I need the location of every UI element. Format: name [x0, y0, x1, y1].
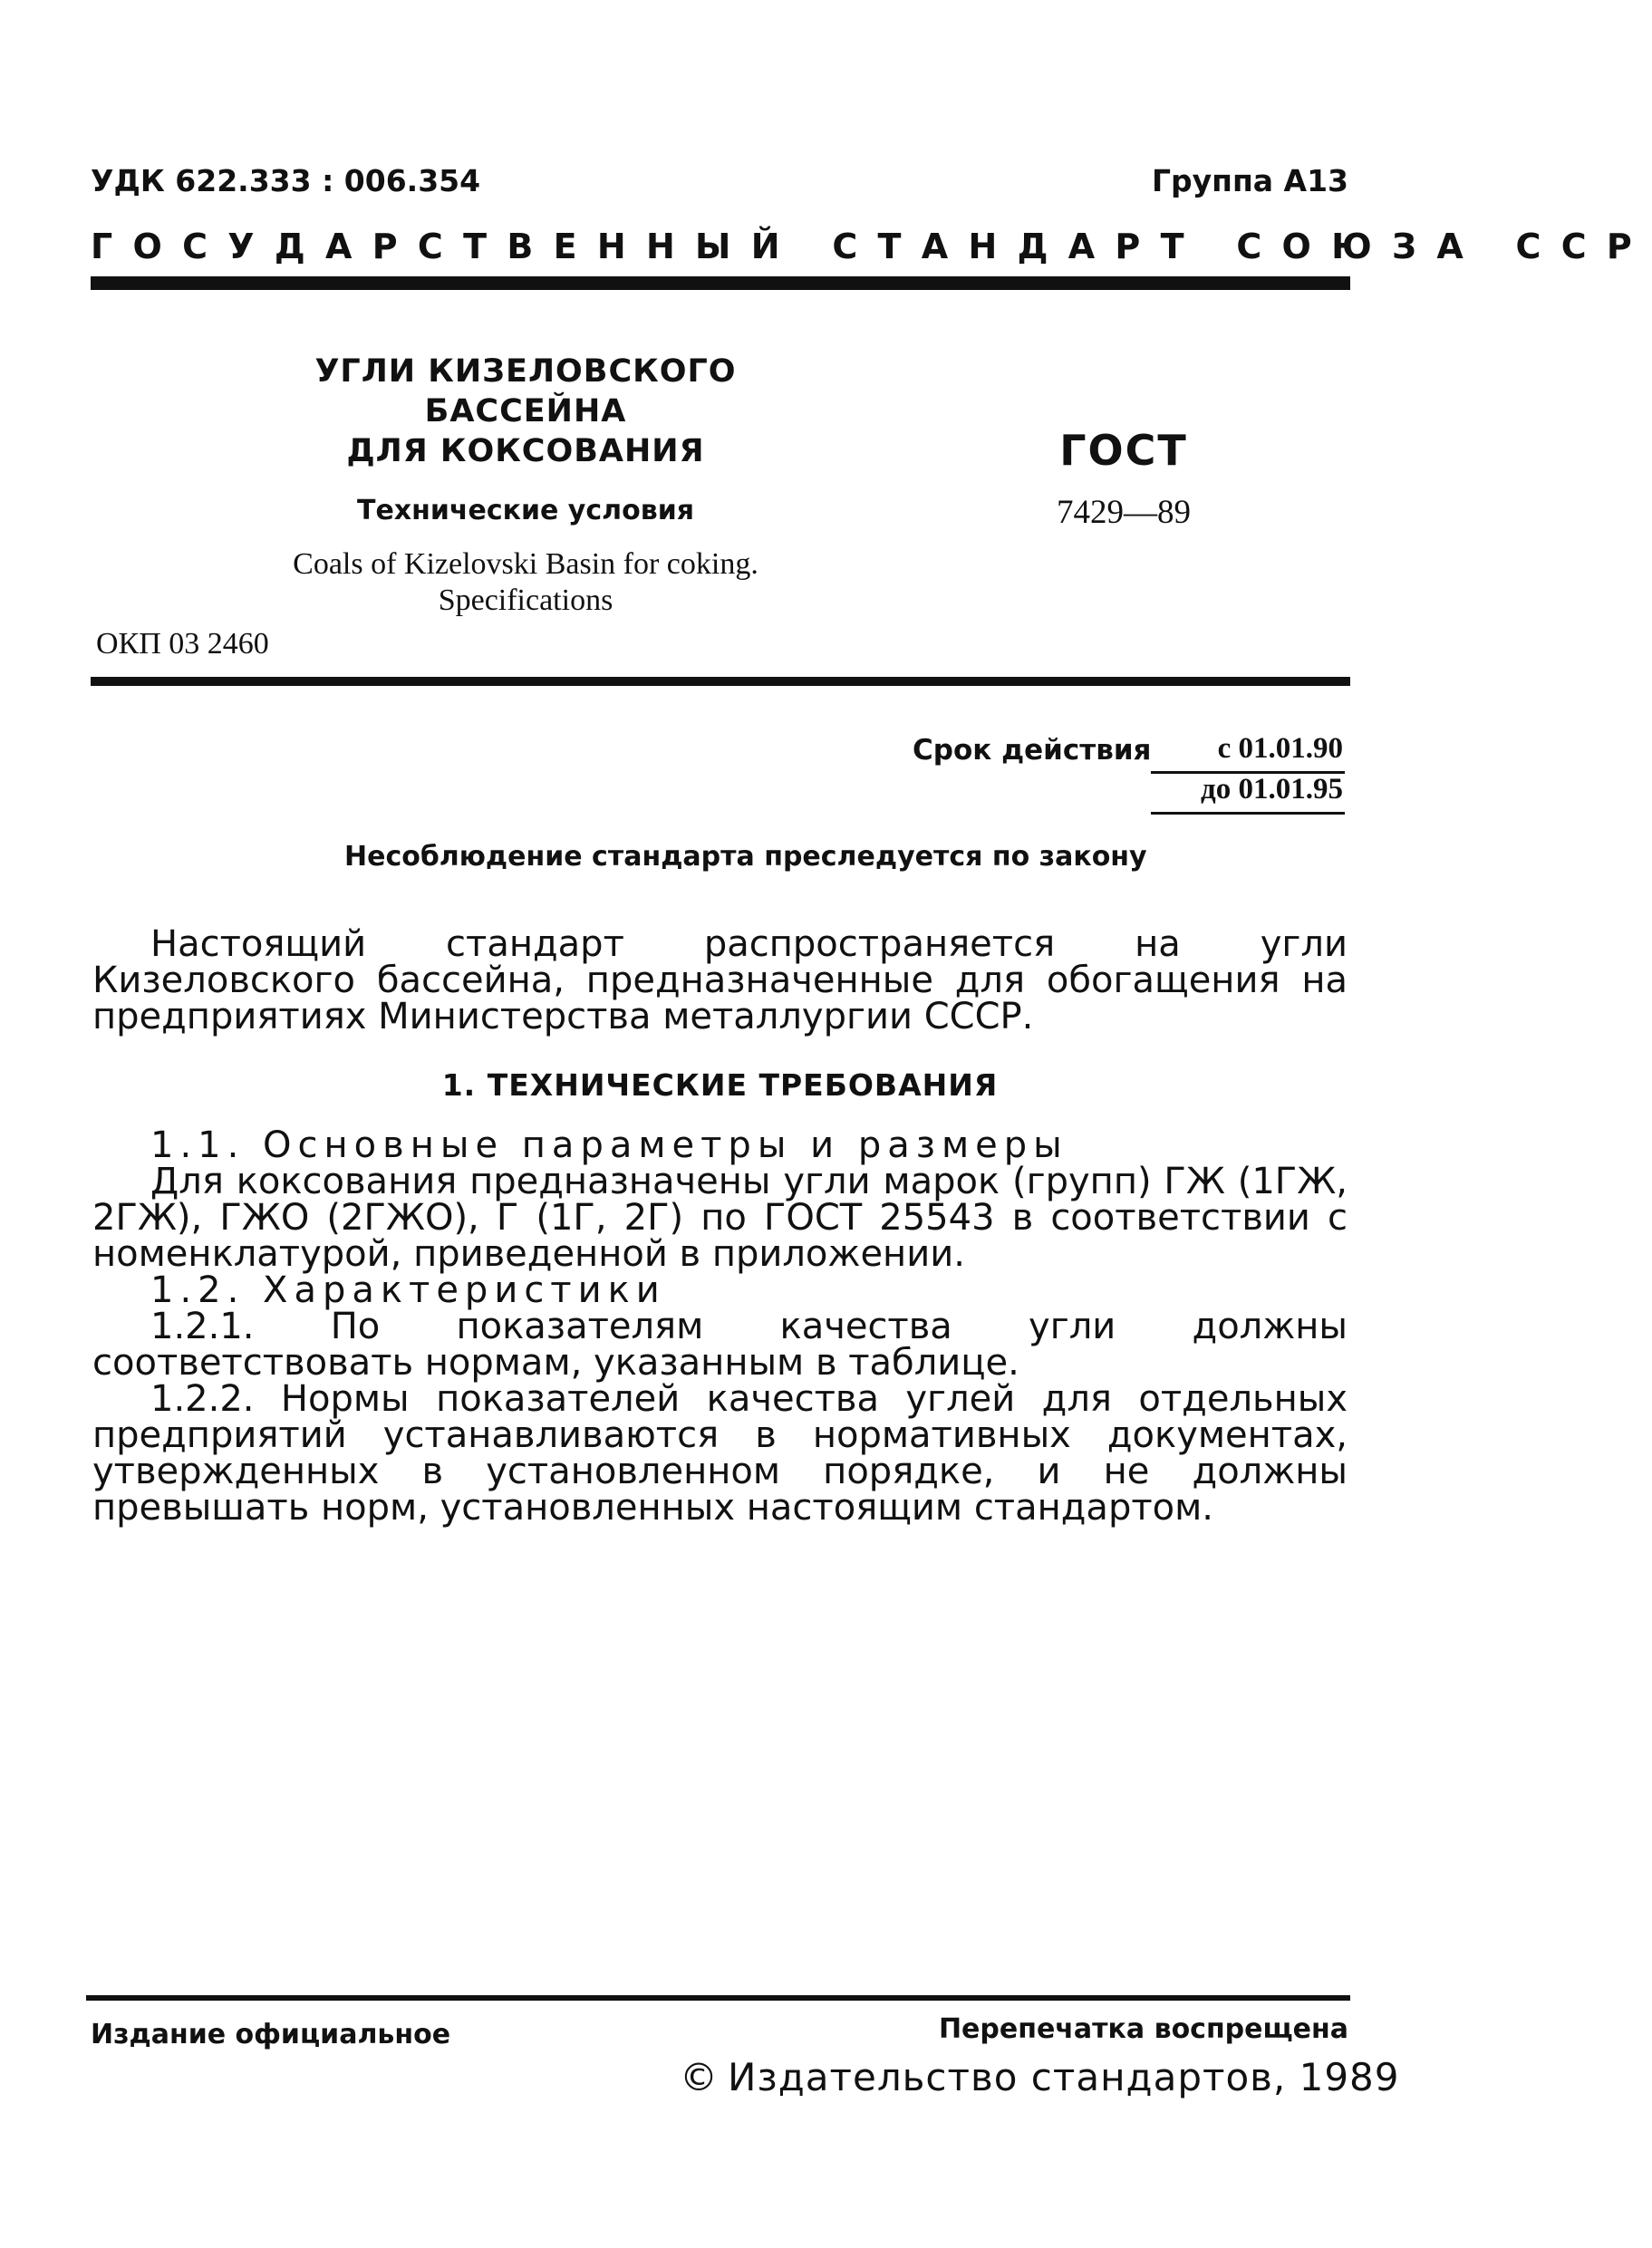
document-title-line1: УГЛИ КИЗЕЛОВСКОГО БАССЕЙНА: [314, 353, 737, 429]
validity-label: Срок действия: [913, 734, 1152, 767]
copyright-icon: ©: [680, 2055, 719, 2099]
item-1-1-paragraph: Для коксования предназначены угли марок (групп) ГЖ (1ГЖ, 2ГЖ), ГЖО (2ГЖО), Г (1Г, 2Г) по ГОСТ 25543 в соответствии с номенклатурой, приведенной в приложении.: [92, 1161, 1348, 1275]
item-1-2-2-paragraph: 1.2.2. Нормы показателей качества углей для отдельных предприятий устанавливаются в нормативных документах, утвержденных в установленном порядке, и не должны превышать норм, установленных настоящим стандартом.: [92, 1378, 1348, 1529]
law-notice: Несоблюдение стандарта преследуется по закону: [344, 841, 1147, 873]
item-1-2-1-paragraph: 1.2.1. По показателям качества угли должны соответствовать нормам, указанным в таблице.: [92, 1306, 1348, 1384]
section-heading: 1. ТЕХНИЧЕСКИЕ ТРЕБОВАНИЯ: [441, 1067, 999, 1103]
item-1-2-heading: 1.2. Характеристики: [150, 1269, 666, 1311]
reprint-notice: Перепечатка воспрещена: [938, 2013, 1348, 2045]
intro-paragraph: Настоящий стандарт распространяется на угли Кизеловского бассейна, предназначенные для обогащения на предприятиях Министерства металлургии СССР.: [92, 923, 1348, 1037]
copyright-text: Издательство стандартов, 1989: [728, 2055, 1400, 2099]
body-text: [92, 923, 1348, 1529]
header-rule: [91, 276, 1350, 290]
validity-from: с 01.01.90: [1217, 732, 1343, 765]
gost-block: [1024, 426, 1223, 532]
okp-code: ОКП 03 2460: [96, 627, 269, 661]
validity-to: до 01.01.95: [1201, 773, 1343, 806]
copyright-line: [680, 2055, 1399, 2099]
document-title-line2: ДЛЯ КОКСОВАНИЯ: [346, 433, 705, 469]
gost-label: ГОСТ: [1059, 426, 1188, 475]
document-subtitle: Технические условия: [357, 495, 694, 526]
validity-underline-to: [1151, 812, 1345, 815]
title-block: [227, 352, 825, 619]
state-standard-heading: ГОСУДАРСТВЕННЫЙ СТАНДАРТ СОЮЗА ССР: [91, 227, 1652, 266]
udk-code: УДК 622.333 : 006.354: [91, 163, 481, 198]
title-rule: [91, 677, 1350, 686]
group-code: Группа А13: [1152, 163, 1348, 198]
footer-rule: [86, 1995, 1350, 2001]
item-1-1-heading: 1.1. Основные параметры и размеры: [150, 1124, 1068, 1166]
gost-number: 7429—89: [1057, 494, 1191, 531]
english-title-line1: Coals of Kizelovski Basin for coking.: [293, 547, 758, 581]
english-title-line2: Specifications: [438, 584, 613, 617]
edition-notice: Издание официальное: [91, 2019, 451, 2050]
